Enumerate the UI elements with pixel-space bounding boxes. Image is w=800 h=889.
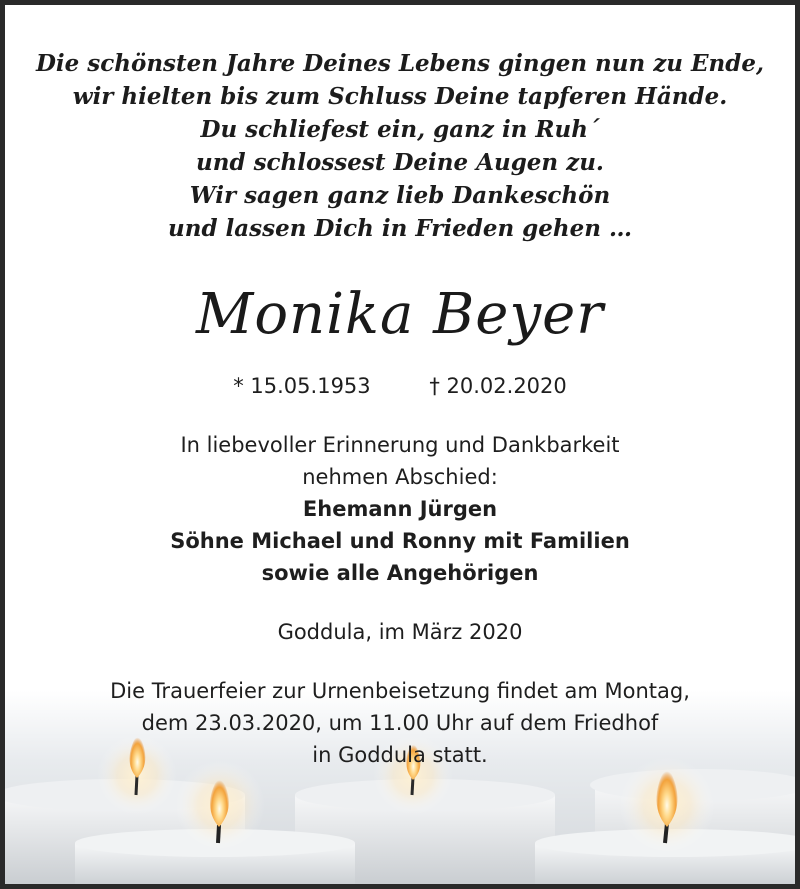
intro-line: In liebevoller Erinnerung und Dankbarkeit <box>180 433 620 457</box>
ceremony-line: Die Trauerfeier zur Urnenbeisetzung findet am Montag, <box>110 679 690 703</box>
mourners-list <box>5 493 795 589</box>
ceremony-line: in Goddula statt. <box>312 743 488 767</box>
poem-line: wir hielten bis zum Schluss Deine tapferen Hände. <box>72 83 728 110</box>
death-date: † 20.02.2020 <box>429 374 567 398</box>
deceased-name: Monika Beyer <box>196 282 604 347</box>
mourner-entry: sowie alle Angehörigen <box>261 561 539 585</box>
life-dates <box>5 371 795 401</box>
poem-line: Die schönsten Jahre Deines Lebens gingen nun zu Ende, <box>35 50 764 77</box>
ceremony-line: dem 23.03.2020, um 11.00 Uhr auf dem Friedhof <box>141 711 659 735</box>
mourner-entry: Söhne Michael und Ronny mit Familien <box>170 529 630 553</box>
birth-date: * 15.05.1953 <box>233 374 371 398</box>
poem-line: und lassen Dich in Frieden gehen … <box>168 215 632 242</box>
poem-line: Du schliefest ein, ganz in Ruh´ <box>200 116 600 143</box>
place-and-date: Goddula, im März 2020 <box>277 620 523 644</box>
farewell-intro <box>5 429 795 493</box>
intro-line: nehmen Abschied: <box>302 465 498 489</box>
poem-line: Wir sagen ganz lieb Dankeschön <box>189 182 611 209</box>
ceremony-info <box>5 675 795 771</box>
memorial-poem <box>5 47 795 245</box>
mourner-entry: Ehemann Jürgen <box>302 497 498 521</box>
poem-line: und schlossest Deine Augen zu. <box>196 149 604 176</box>
